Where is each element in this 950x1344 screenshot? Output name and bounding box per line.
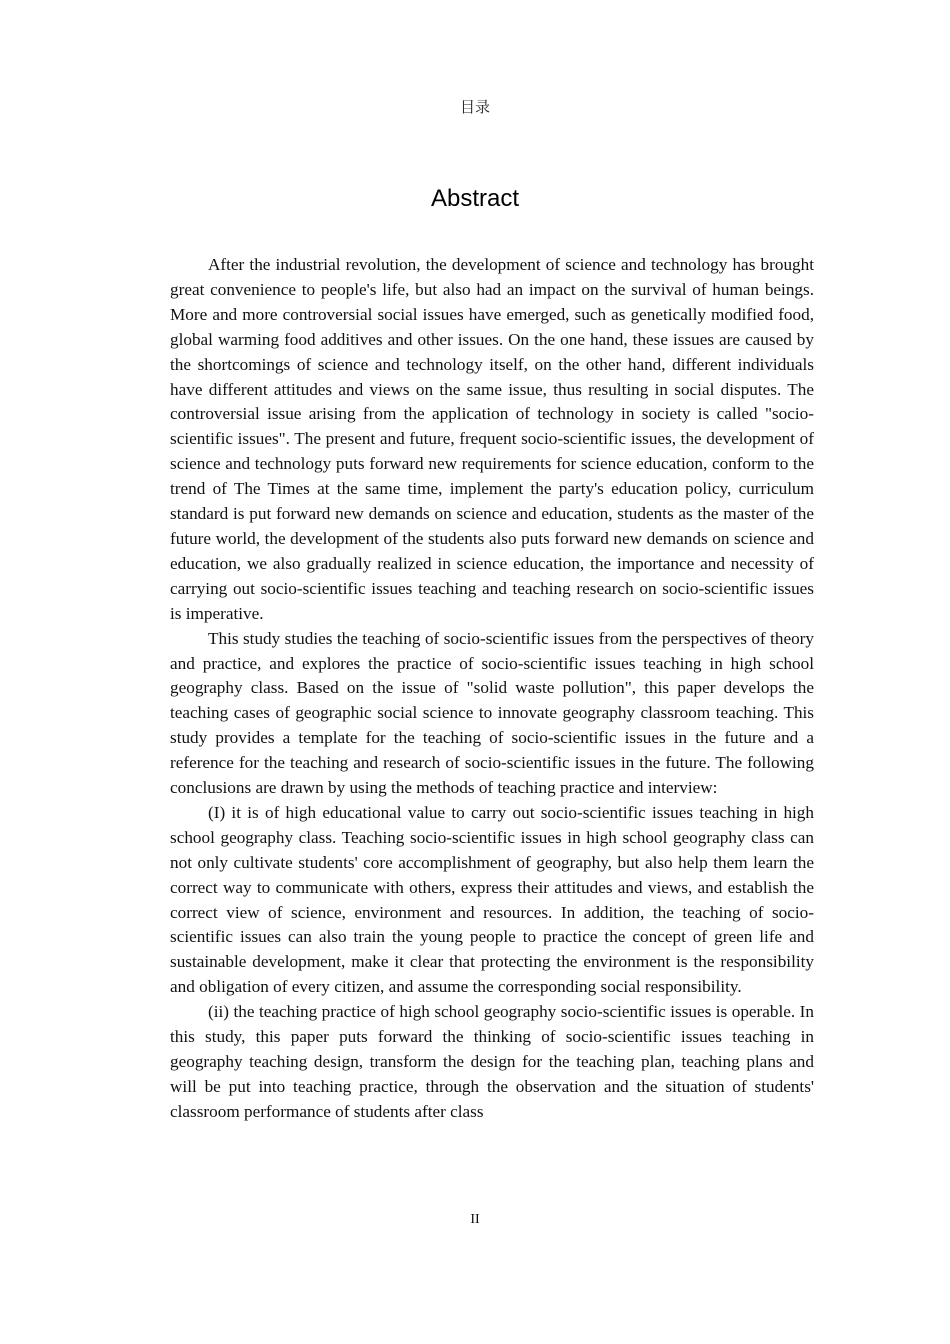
abstract-title: Abstract (430, 185, 520, 212)
abstract-body (170, 253, 814, 1203)
abstract-paragraph-4: (ii) the teaching practice of high school geography socio-scientific issues is operable. In this study, this paper puts forward the thinking of socio-scientific issues teaching in geography teaching design, transform the design for the teaching plan, teaching plans and will be put into teaching practice, through the observation and the situation of students' classroom performance of students after class (170, 1002, 814, 1121)
abstract-paragraph-1: After the industrial revolution, the development of science and technology has brought great convenience to people's life, but also had an impact on the survival of human beings. More and more controversial social issues have emerged, such as genetically modified food, global warming food additives and other issues. On the one hand, these issues are caused by the shortcomings of science and technology itself, on the other hand, different individuals have different attitudes and views on the same issue, thus resulting in social disputes. The controversial issue arising from the application of technology in society is called "socio-scientific issues". The present and future, frequent socio-scientific issues, the development of science and technology puts forward new requirements for science education, conform to the trend of The Times at the same time, implement the party's education policy, curriculum standard is put forward new demands on science and education, students as the master of the future world, the development of the students also puts forward new demands on science and education, we also gradually realized in science education, the importance and necessity of carrying out socio-scientific issues teaching and teaching research on socio-scientific issues is imperative. (170, 255, 814, 623)
abstract-paragraph-2: This study studies the teaching of socio-scientific issues from the perspectives of theory and practice, and explores the practice of socio-scientific issues teaching in high school geography class. Based on the issue of "solid waste pollution", this paper develops the teaching cases of geographic social science to innovate geography classroom teaching. This study provides a template for the teaching of socio-scientific issues in the future and a reference for the teaching and research of socio-scientific issues in the future. The following conclusions are drawn by using the methods of teaching practice and interview: (170, 628, 814, 798)
running-header: 目录 (459, 98, 490, 116)
abstract-paragraph-3: (I) it is of high educational value to carry out socio-scientific issues teaching in high school geography class. Teaching socio-scientific issues in high school geography class can not only cultivate students' core accomplishment of geography, but also help them learn the correct way to communicate with others, express their attitudes and views, and establish the correct view of science, environment and resources. In addition, the teaching of socio-scientific issues can also train the young people to practice the concept of green life and sustainable development, make it clear that protecting the environment is the responsibility and obligation of every citizen, and assume the corresponding social responsibility. (170, 802, 814, 997)
page-number: II (470, 1212, 480, 1227)
